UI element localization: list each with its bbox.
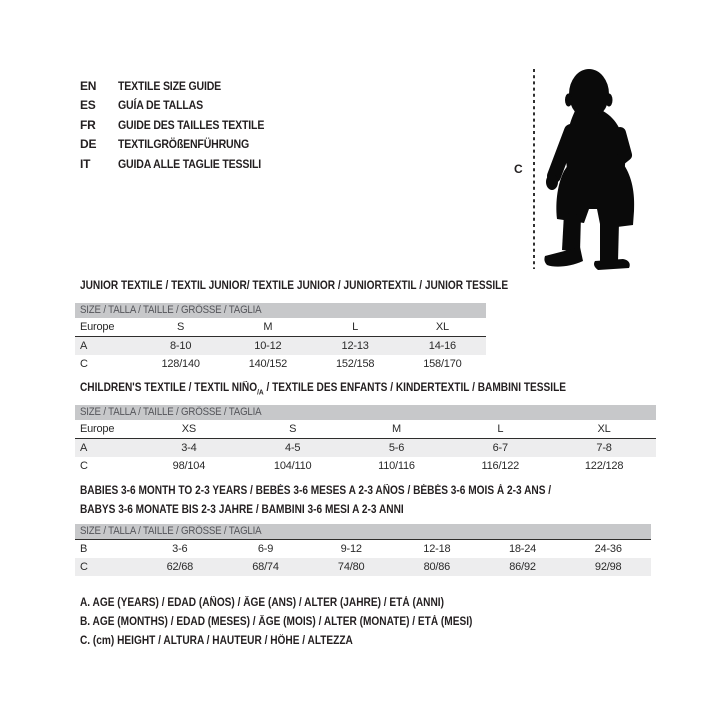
table-cell: M bbox=[263, 321, 273, 333]
table-cell: L bbox=[497, 423, 504, 435]
table-cell: 98/104 bbox=[172, 460, 206, 472]
table-header-text: SIZE / TALLA / TAILLE / GRÖSSE / TAGLIA bbox=[80, 525, 262, 537]
row-label: C bbox=[80, 358, 88, 370]
language-code: ES bbox=[80, 98, 96, 113]
language-row-de bbox=[80, 135, 284, 155]
table-cell: 3-6 bbox=[172, 543, 188, 555]
height-measure-label: C bbox=[514, 162, 523, 176]
table-header-text: SIZE / TALLA / TAILLE / GRÖSSE / TAGLIA bbox=[80, 406, 262, 418]
table-row bbox=[75, 318, 486, 337]
row-label: A bbox=[80, 340, 88, 352]
table-cell: 128/140 bbox=[161, 358, 200, 370]
table-cell: 7-8 bbox=[596, 442, 612, 454]
table-cell: 110/116 bbox=[378, 460, 415, 472]
table-cell: 18-24 bbox=[508, 543, 537, 555]
table-cell: 8-10 bbox=[170, 340, 192, 352]
table-row bbox=[75, 540, 651, 558]
table-cell: 10-12 bbox=[254, 340, 282, 352]
babies-size-table bbox=[75, 524, 651, 576]
legend-note-b: B. AGE (MONTHS) / EDAD (MESES) / ÂGE (MOIS) / ALTER (MONATE) / ETÀ (MESI) bbox=[80, 616, 473, 629]
table-cell: 9-12 bbox=[340, 543, 362, 555]
table-cell: S bbox=[177, 321, 185, 333]
section-title bbox=[80, 482, 615, 520]
language-label: GUIDE DES TAILLES TEXTILE bbox=[118, 117, 265, 132]
table-cell: 14-16 bbox=[428, 340, 456, 352]
height-measure-dashed-line bbox=[532, 69, 536, 269]
section-title-text bbox=[80, 379, 566, 401]
table-row bbox=[75, 457, 656, 475]
title-before: CHILDREN'S TEXTILE / TEXTIL NIÑO bbox=[80, 382, 258, 394]
table-body bbox=[75, 318, 486, 373]
title-subscript: /A bbox=[257, 387, 264, 397]
table-cell: 104/110 bbox=[273, 460, 312, 472]
table-cell: 6-9 bbox=[257, 543, 274, 555]
table-row bbox=[75, 439, 656, 457]
table-cell: 62/68 bbox=[166, 561, 194, 573]
section-title bbox=[80, 277, 566, 296]
table-cell: 5-6 bbox=[388, 442, 405, 454]
table-header-bar bbox=[75, 524, 651, 540]
table-cell: 122/128 bbox=[584, 460, 624, 472]
table-cell: S bbox=[289, 423, 297, 435]
children-size-table bbox=[75, 405, 656, 475]
row-label: C bbox=[80, 460, 88, 472]
language-row-it bbox=[80, 154, 284, 174]
language-code: EN bbox=[80, 78, 97, 93]
row-label: A bbox=[80, 442, 88, 454]
table-cell: 152/158 bbox=[335, 358, 375, 370]
table-cell: 12-13 bbox=[341, 340, 369, 352]
language-row-fr bbox=[80, 115, 284, 135]
table-cell: 116/122 bbox=[481, 460, 520, 472]
table-cell: 80/86 bbox=[423, 561, 451, 573]
row-label: B bbox=[80, 543, 88, 555]
section-title bbox=[80, 379, 632, 401]
language-label: TEXTILGRÖßENFÜHRUNG bbox=[118, 137, 250, 152]
table-cell: 6-7 bbox=[492, 442, 508, 454]
language-label: GUÍA DE TALLAS bbox=[118, 98, 203, 113]
table-cell: 74/80 bbox=[337, 561, 365, 573]
table-cell: 92/98 bbox=[594, 561, 622, 573]
table-header-bar bbox=[75, 303, 486, 318]
row-label: Europe bbox=[80, 321, 115, 333]
row-label: C bbox=[80, 561, 88, 573]
table-cell: 3-4 bbox=[181, 442, 197, 454]
table-cell: M bbox=[392, 423, 401, 435]
table-row bbox=[75, 337, 486, 355]
table-body bbox=[75, 420, 656, 475]
language-row-es bbox=[80, 96, 284, 116]
language-code: DE bbox=[80, 137, 97, 152]
legend-notes bbox=[80, 594, 526, 652]
table-row bbox=[75, 558, 651, 576]
table-cell: 158/170 bbox=[423, 358, 462, 370]
language-label: GUIDA ALLE TAGLIE TESSILI bbox=[118, 156, 262, 171]
table-cell: L bbox=[352, 321, 359, 333]
legend-note-c: C. (cm) HEIGHT / ALTURA / HAUTEUR / HÖHE / ALTEZZA bbox=[80, 635, 353, 648]
table-cell: 86/92 bbox=[509, 561, 536, 573]
table-cell: XL bbox=[435, 321, 449, 333]
language-code: FR bbox=[80, 117, 96, 132]
language-code: IT bbox=[80, 156, 91, 171]
table-header-bar bbox=[75, 405, 656, 420]
table-cell: XL bbox=[597, 423, 611, 435]
section-title-line1: BABIES 3-6 MONTH TO 2-3 YEARS / BEBÉS 3-6 MESES A 2-3 AÑOS / BÉBÉS 3-6 MOIS À 2-3 ANS / bbox=[80, 485, 552, 497]
section-title-text: JUNIOR TEXTILE / TEXTIL JUNIOR/ TEXTILE JUNIOR / JUNIORTEXTIL / JUNIOR TESSILE bbox=[80, 280, 509, 292]
table-body bbox=[75, 540, 651, 576]
table-row bbox=[75, 355, 486, 373]
language-row-en bbox=[80, 76, 284, 96]
legend-note-a: A. AGE (YEARS) / EDAD (AÑOS) / ÂGE (ANS) / ALTER (JAHRE) / ETÀ (ANNI) bbox=[80, 597, 444, 609]
toddler-silhouette-icon bbox=[540, 55, 670, 275]
language-label: TEXTILE SIZE GUIDE bbox=[118, 78, 222, 93]
table-header-text: SIZE / TALLA / TAILLE / GRÖSSE / TAGLIA bbox=[80, 304, 262, 316]
table-row bbox=[75, 420, 656, 439]
table-cell: 68/74 bbox=[252, 561, 279, 573]
table-cell: XS bbox=[181, 423, 197, 435]
title-after: / TEXTILE DES ENFANTS / KINDERTEXTIL / BAMBINI TESSILE bbox=[263, 382, 567, 394]
table-cell: 24-36 bbox=[594, 543, 622, 555]
row-label: Europe bbox=[80, 423, 115, 435]
table-cell: 4-5 bbox=[285, 442, 301, 454]
junior-size-table bbox=[75, 303, 486, 373]
table-cell: 140/152 bbox=[248, 358, 288, 370]
section-title-line2: BABYS 3-6 MONATE BIS 2-3 JAHRE / BAMBINI 3-6 MESI A 2-3 ANNI bbox=[80, 504, 404, 516]
table-cell: 12-18 bbox=[423, 543, 451, 555]
language-list bbox=[80, 76, 284, 174]
